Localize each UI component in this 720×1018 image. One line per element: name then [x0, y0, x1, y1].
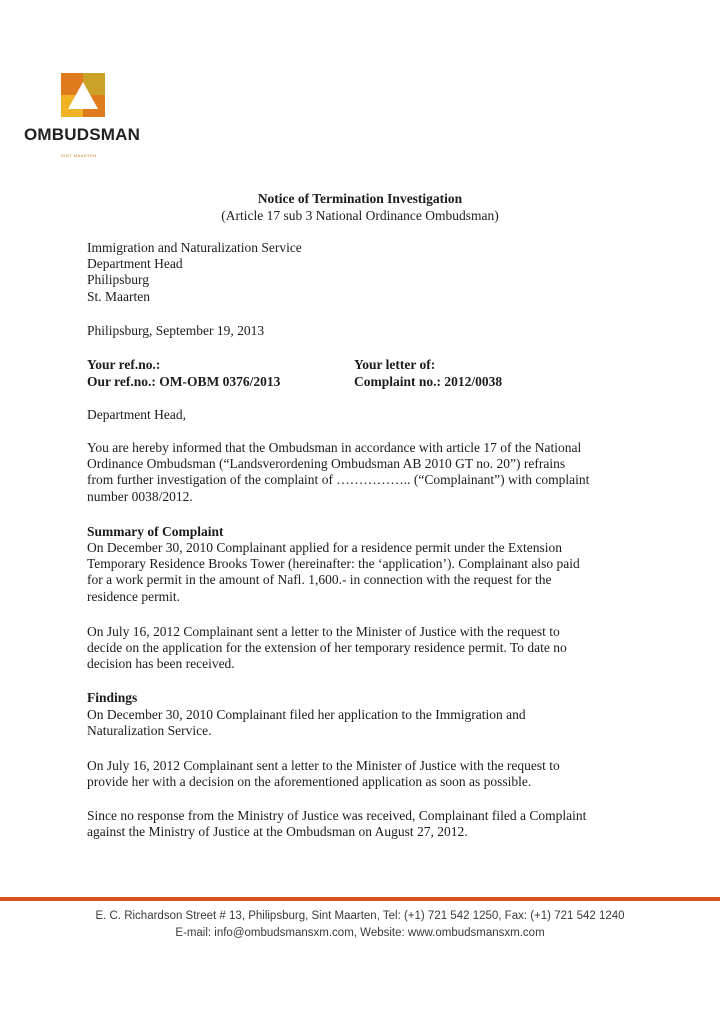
paragraph-line: On July 16, 2012 Complainant sent a letter to the Minister of Justice with the request to	[87, 758, 560, 773]
paragraph-line: against the Ministry of Justice at the Ombudsman on August 27, 2012.	[87, 824, 468, 840]
paragraph-line: Naturalization Service.	[87, 723, 212, 739]
paragraph-line: decision has been received.	[87, 656, 235, 672]
paragraph-line: You are hereby informed that the Ombudsman in accordance with article 17 of the National	[87, 440, 582, 455]
document-title: Notice of Termination Investigation	[257, 191, 463, 206]
paragraph-line: for a work permit in the amount of Nafl. 1,600.- in connection with the request for the	[87, 572, 552, 588]
address-line: Philipsburg	[87, 272, 150, 288]
summary-paragraph-2	[87, 624, 647, 673]
footer-contact: E-mail: info@ombudsmansxm.com, Website: www.ombudsmansxm.com	[175, 927, 545, 939]
our-ref: Our ref.no.: OM-OBM 0376/2013	[87, 374, 281, 389]
complaint-number: Complaint no.: 2012/0038	[354, 374, 503, 389]
summary-heading: Summary of Complaint	[87, 524, 224, 539]
footer-address: E. C. Richardson Street # 13, Philipsburg, Sint Maarten, Tel: (+1) 721 542 1250, Fax: (+1) 721 542 1240	[95, 910, 625, 922]
footer-divider	[0, 897, 720, 901]
your-letter-of: Your letter of:	[354, 357, 436, 372]
intro-paragraph	[87, 440, 647, 505]
paragraph-line: Ordinance Ombudsman (“Landsverordening Ombudsman AB 2010 GT no. 20”) refrains	[87, 456, 566, 472]
paragraph-line: On July 16, 2012 Complainant sent a letter to the Minister of Justice with the request to	[87, 624, 560, 639]
ombudsman-logo-mark	[61, 73, 105, 117]
paragraph-line: number 0038/2012.	[87, 488, 193, 504]
summary-paragraph-1	[87, 540, 647, 605]
paragraph-line: Temporary Residence Brooks Tower (hereinafter: the ‘application’). Complainant also paid	[87, 556, 580, 572]
recipient-address	[87, 240, 647, 305]
findings-paragraph-2	[87, 758, 647, 790]
address-line: Immigration and Naturalization Service	[87, 240, 302, 255]
your-ref: Your ref.no.:	[87, 357, 161, 372]
document-subtitle: (Article 17 sub 3 National Ordinance Ombudsman)	[221, 208, 499, 223]
findings-paragraph-1	[87, 707, 647, 739]
address-line: St. Maarten	[87, 288, 150, 304]
findings-heading: Findings	[87, 690, 138, 705]
paragraph-line: residence permit.	[87, 588, 180, 604]
logo-name: OMBUDSMAN	[24, 125, 141, 144]
paragraph-line: from further investigation of the complaint of …………….. (“Complainant”) with complaint	[87, 472, 590, 488]
findings-paragraph-3	[87, 808, 647, 840]
address-line: Department Head	[87, 256, 183, 272]
paragraph-line: On December 30, 2010 Complainant filed her application to the Immigration and	[87, 707, 526, 722]
triangle-icon	[61, 73, 105, 117]
paragraph-line: provide her with a decision on the aforementioned application as soon as possible.	[87, 774, 532, 790]
paragraph-line: Since no response from the Ministry of Justice was received, Complainant filed a Complaint	[87, 808, 587, 823]
paragraph-line: decide on the application for the extension of her temporary residence permit. To date no	[87, 640, 567, 656]
logo-subtitle: SINT MAARTEN	[61, 153, 97, 158]
letter-date: Philipsburg, September 19, 2013	[87, 323, 265, 338]
paragraph-line: On December 30, 2010 Complainant applied for a residence permit under the Extension	[87, 540, 562, 555]
salutation: Department Head,	[87, 407, 186, 422]
